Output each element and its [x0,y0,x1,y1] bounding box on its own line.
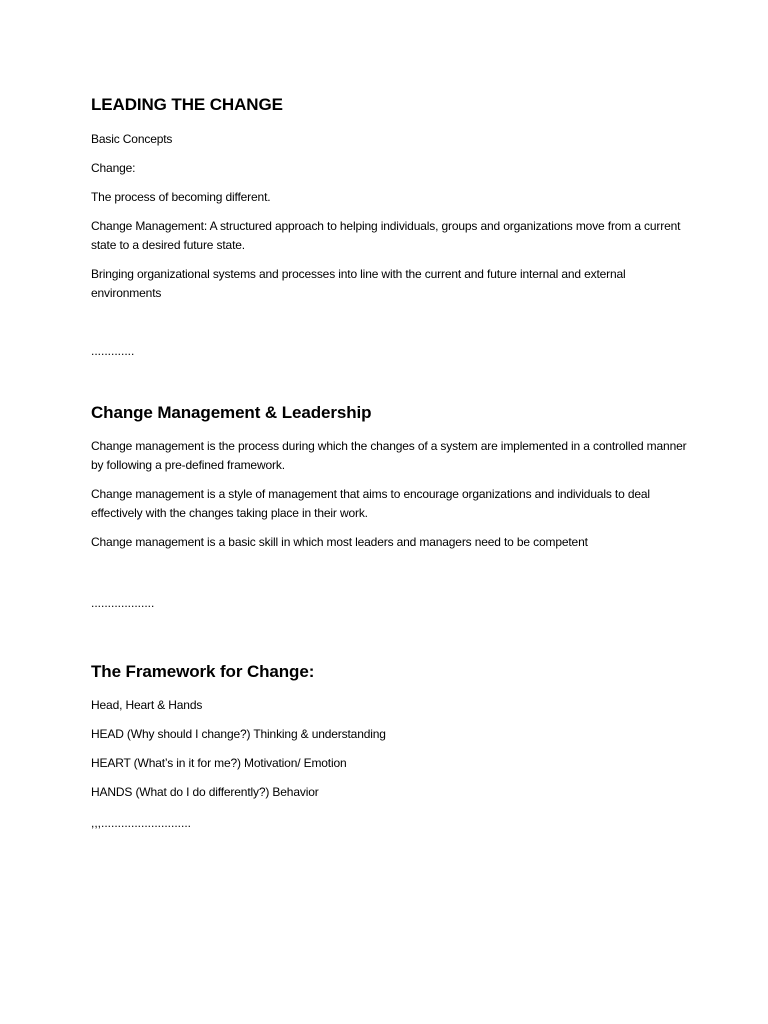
paragraph-change-label: Change: [91,161,136,175]
separator-dots: ............. [91,344,135,358]
separator-dots: ,,,........................... [91,816,192,830]
paragraph-change-management-style: Change management is a style of management that aims to encourage organizations and individuals to deal effectively with the changes taking place in their work. [91,487,650,520]
paragraph-heart: HEART (What’s in it for me?) Motivation/ Emotion [91,756,347,770]
paragraph-change-management-process: Change management is the process during which the changes of a system are implemented in a controlled manner by following a pre-defined framework. [91,439,687,472]
separator-dots: ................... [91,596,155,610]
paragraph-basic-concepts: Basic Concepts [91,132,173,146]
section-heading-leading-the-change: LEADING THE CHANGE [91,95,283,114]
paragraph-head-heart-hands: Head, Heart & Hands [91,698,203,712]
paragraph-head: HEAD (Why should I change?) Thinking & understanding [91,727,386,741]
section-heading-framework-for-change: The Framework for Change: [91,662,315,681]
paragraph-change-definition: The process of becoming different. [91,190,271,204]
paragraph-organizational-systems: Bringing organizational systems and processes into line with the current and future internal and external environments [91,267,626,300]
section-heading-change-management-leadership: Change Management & Leadership [91,403,372,422]
paragraph-change-management-definition: Change Management: A structured approach to helping individuals, groups and organizations move from a current state to a desired future state. [91,219,681,252]
paragraph-hands: HANDS (What do I do differently?) Behavior [91,785,319,799]
paragraph-change-management-skill: Change management is a basic skill in which most leaders and managers need to be competent [91,535,588,549]
